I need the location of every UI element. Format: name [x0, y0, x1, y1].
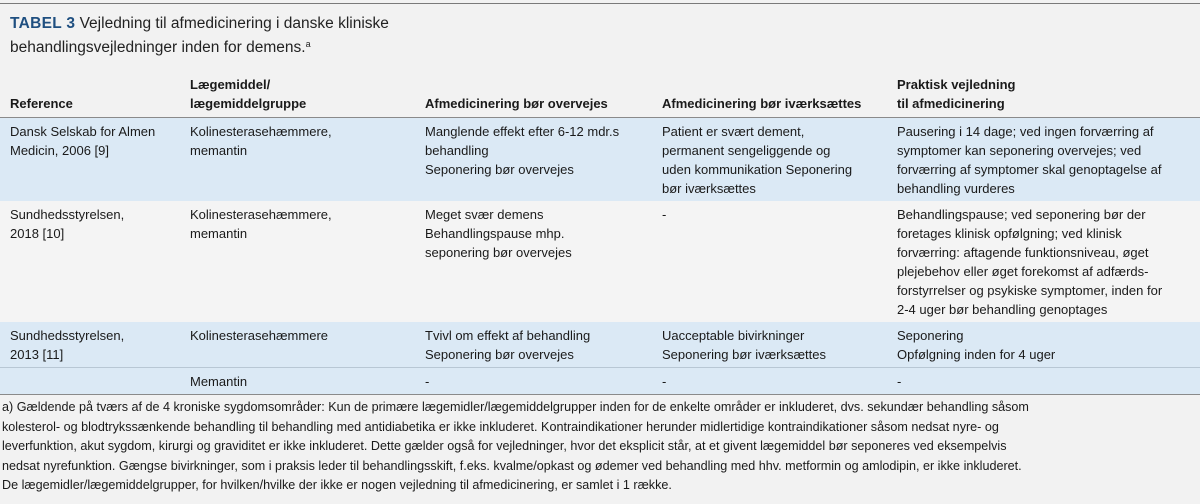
cell-implement: -: [652, 368, 887, 395]
header-row: [0, 75, 1200, 118]
cell-drug: Kolinesterasehæmmere, memantin: [180, 118, 415, 202]
cell-practical: Seponering Opfølgning inden for 4 uger: [887, 322, 1200, 368]
cell-consider: Manglende effekt efter 6-12 mdr.s behandling Seponering bør overvejes: [415, 118, 652, 202]
header-practical: Praktisk vejledning til afmedicinering: [887, 75, 1200, 118]
cell-reference: [0, 368, 180, 395]
footnote-line: leverfunktion, akut sygdom, kirurgi og graviditet er ikke inkluderet. Dette gælder også for vejledninger, hvor det eksplicit står, at et givent lægemiddel bør seponeres ved eksempelvis: [2, 439, 1007, 453]
table-row: [0, 118, 1200, 202]
cell-implement: Patient er svært dement, permanent sengeliggende og uden kommunikation Seponering bør iværksættes: [652, 118, 887, 202]
table-label: TABEL 3: [10, 15, 76, 32]
cell-implement: -: [652, 201, 887, 322]
cell-reference: Dansk Selskab for Almen Medicin, 2006 [9]: [0, 118, 180, 202]
table-footnote: [0, 398, 1192, 496]
cell-consider: Tvivl om effekt af behandling Seponering bør overvejes: [415, 322, 652, 368]
cell-practical: Behandlingspause; ved seponering bør der foretages klinisk opfølgning; ved klinisk forværring: aftagende funktionsniveau, øget plejebehov eller øget forekomst af adfærds- forstyrrelser og psykiske symptomer, inden for 2-4 uger bør behandling genoptages: [887, 201, 1200, 322]
guidance-table: [0, 75, 1200, 395]
header-consider: Afmedicinering bør overvejes: [415, 75, 652, 118]
cell-drug: Memantin: [180, 368, 415, 395]
footnote-line: a) Gældende på tværs af de 4 kroniske sygdomsområder: Kun de primære lægemidler/lægemiddelgrupper inden for de enkelte områder er inkluderet, dvs. sekundær behandling såsom: [2, 400, 1029, 414]
table-row: [0, 322, 1200, 368]
cell-reference: Sundhedsstyrelsen, 2018 [10]: [0, 201, 180, 322]
footnote-line: nedsat nyrefunktion. Gængse bivirkninger, som i praksis leder til behandlingsskift, f.eks. kvalme/opkast og ødemer ved behandling med hhv. metformin og amlodipin, er ikke inkluderet.: [2, 458, 1022, 473]
cell-consider: -: [415, 368, 652, 395]
header-implement: Afmedicinering bør iværksættes: [652, 75, 887, 118]
footnote-line: kolesterol- og blodtrykssænkende behandling til behandling med antidiabetika er ikke inkluderet. Kontraindikationer herunder midlertidige kontraindikationer såsom nedsat nyre- og: [2, 419, 999, 434]
top-rule: [0, 3, 1200, 4]
cell-practical: Pausering i 14 dage; ved ingen forværring af symptomer kan seponering overvejes; ved forværring af symptomer skal genoptagelse af behandling vurderes: [887, 118, 1200, 202]
cell-drug: Kolinesterasehæmmere: [180, 322, 415, 368]
title-footnote-marker: a: [305, 39, 311, 49]
table-row: [0, 368, 1200, 395]
table-title: [10, 13, 710, 58]
table-row: [0, 201, 1200, 322]
cell-consider: Meget svær demens Behandlingspause mhp. seponering bør overvejes: [415, 201, 652, 322]
title-line-1: Vejledning til afmedicinering i danske kliniske: [79, 15, 389, 32]
cell-implement: Uacceptable bivirkninger Seponering bør iværksættes: [652, 322, 887, 368]
title-line-2: behandlingsvejledninger inden for demens.: [10, 39, 306, 56]
cell-practical: -: [887, 368, 1200, 395]
cell-drug: Kolinesterasehæmmere, memantin: [180, 201, 415, 322]
cell-reference: Sundhedsstyrelsen, 2013 [11]: [0, 322, 180, 368]
footnote-line: De lægemidler/lægemiddelgrupper, for hvilken/hvilke der ikke er nogen vejledning til afmedicinering, er samlet i 1 række.: [2, 478, 672, 492]
header-drug: Lægemiddel/ lægemiddelgruppe: [180, 75, 415, 118]
header-reference: Reference: [0, 75, 180, 118]
